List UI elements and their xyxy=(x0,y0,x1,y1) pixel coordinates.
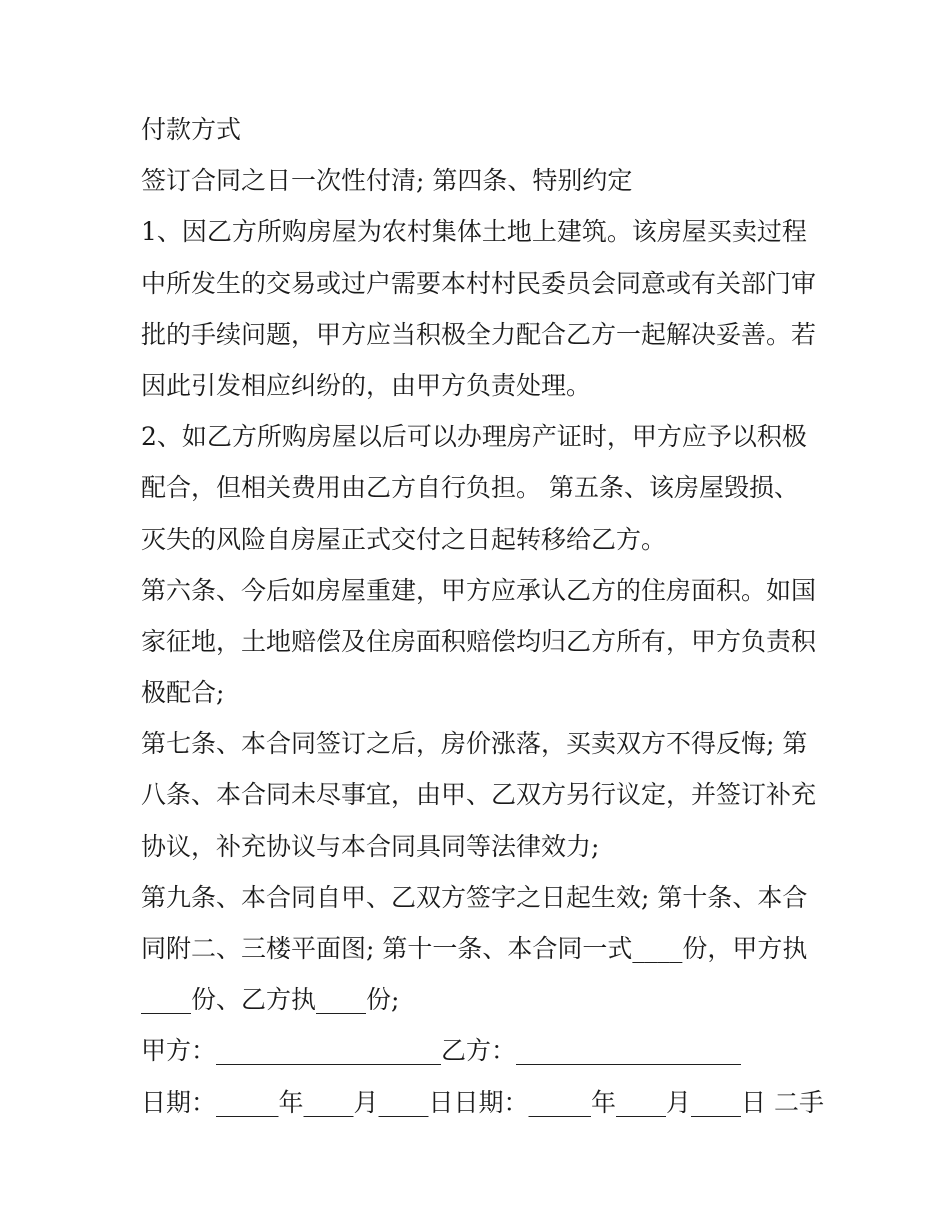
text-line: 极配合; xyxy=(141,678,225,708)
text-line: 2、如乙方所购房屋以后可以办理房产证时，甲方应予以积极 xyxy=(141,422,807,452)
signature-line: 甲方：__________________乙方：__________________ xyxy=(141,1036,742,1066)
text-line: 第七条、本合同签订之后，房价涨落，买卖双方不得反悔; 第 xyxy=(141,729,808,759)
text-line: 第六条、今后如房屋重建，甲方应承认乙方的住房面积。如国 xyxy=(141,575,817,605)
contract-text xyxy=(141,104,824,1128)
text-line: 第九条、本合同自甲、乙双方签字之日起生效; 第十条、本合 xyxy=(141,882,808,912)
text-line: 1、因乙方所购房屋为农村集体土地上建筑。该房屋买卖过程 xyxy=(141,217,807,247)
text-line: 协议，补充协议与本合同具同等法律效力; xyxy=(141,831,600,861)
text-line-payment-method: 付款方式 xyxy=(141,115,242,144)
date-line: 日期：_____年____月____日日期：_____年____月____日 二手 xyxy=(141,1087,824,1117)
text-line: 批的手续问题，甲方应当积极全力配合乙方一起解决妥善。若 xyxy=(141,319,817,349)
text-line: 签订合同之日一次性付清; 第四条、特别约定 xyxy=(141,166,633,196)
text-line: 中所发生的交易或过户需要本村村民委员会同意或有关部门审 xyxy=(141,268,817,298)
text-line: 同附二、三楼平面图; 第十一条、本合同一式____份，甲方执 xyxy=(141,934,808,963)
text-line: 家征地，土地赔偿及住房面积赔偿均归乙方所有，甲方负责积 xyxy=(141,626,817,656)
text-line: 因此引发相应纠纷的，由甲方负责处理。 xyxy=(141,370,592,400)
text-line: 灭失的风险自房屋正式交付之日起转移给乙方。 xyxy=(141,524,667,554)
text-line: 八条、本合同未尽事宜，由甲、乙双方另行议定，并签订补充 xyxy=(141,780,817,810)
text-line: 配合，但相关费用由乙方自行负担。 第五条、该房屋毁损、 xyxy=(141,473,799,503)
text-line: ____份、乙方执____份; xyxy=(141,985,400,1015)
